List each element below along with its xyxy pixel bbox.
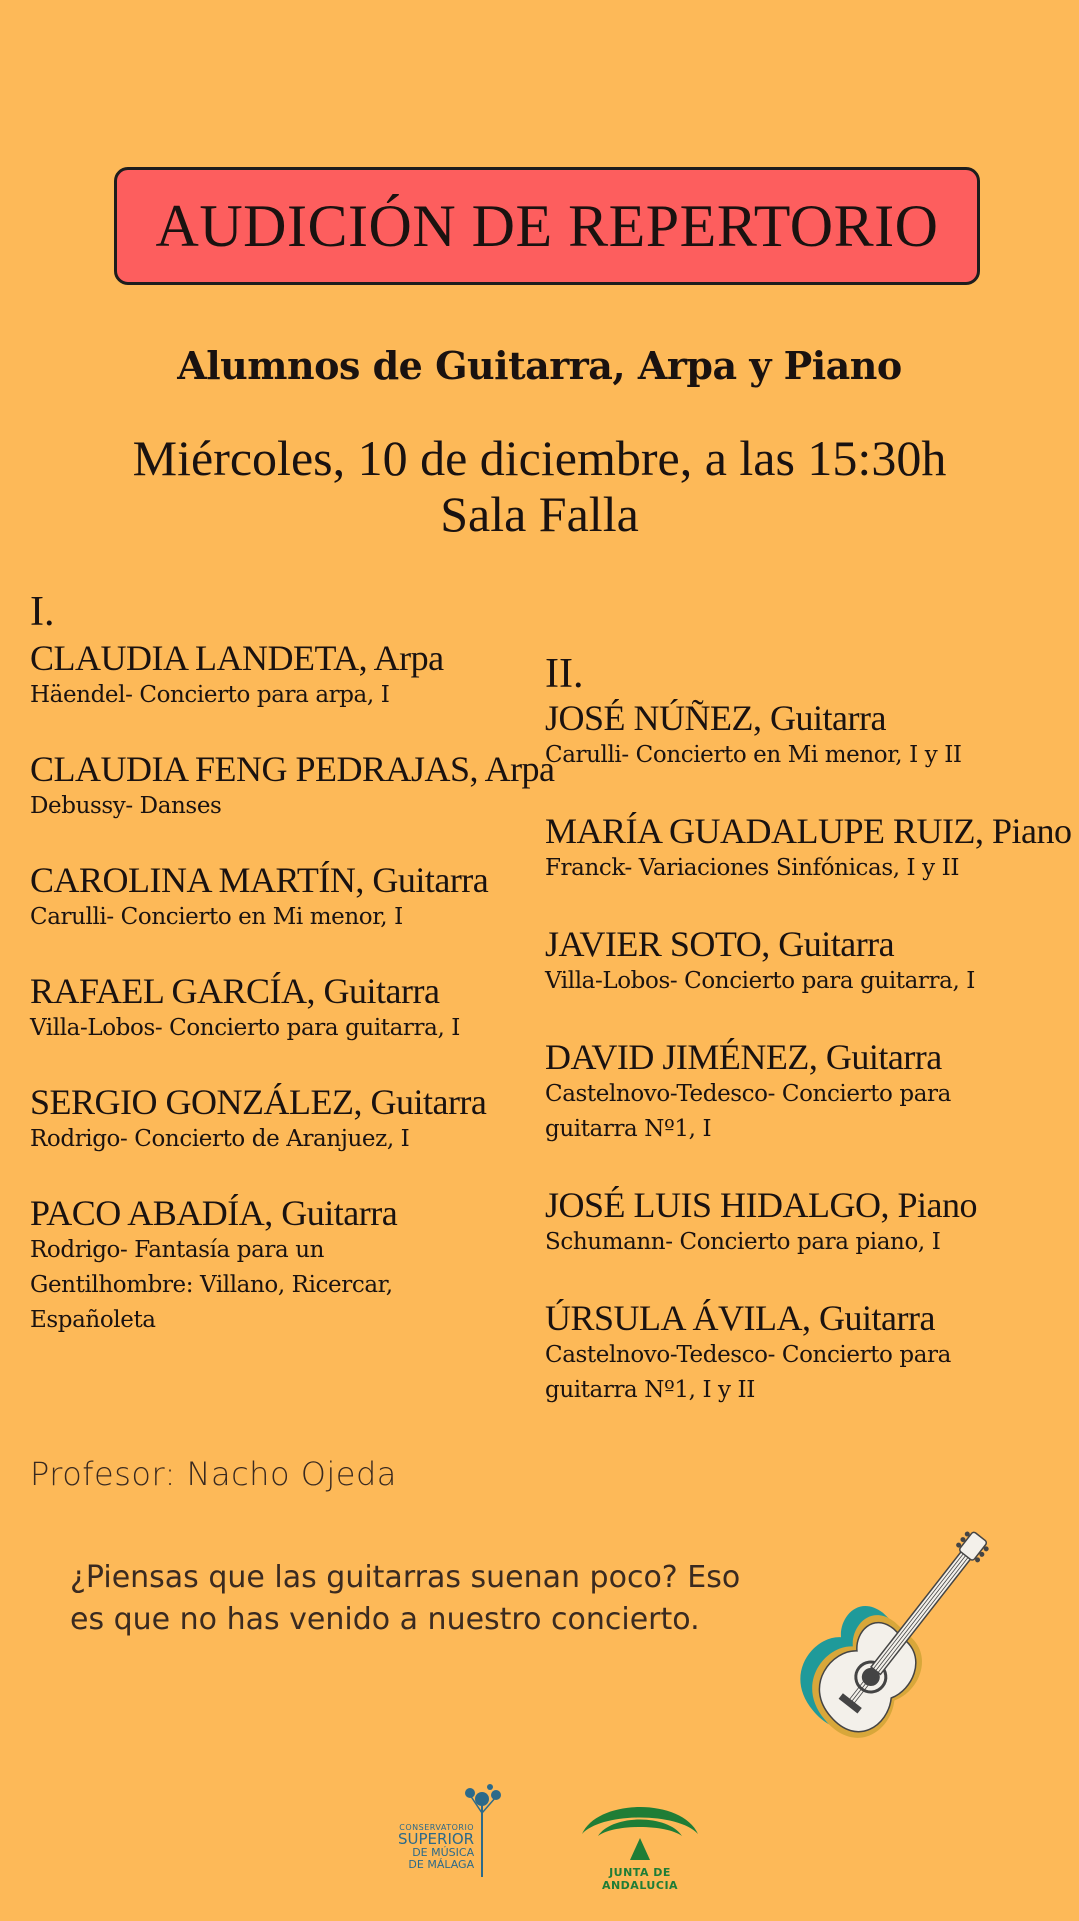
performer: CLAUDIA LANDETA, Arpa: [30, 638, 444, 678]
program-entry: [545, 1185, 1075, 1260]
work: Carulli- Concierto en Mi menor, I: [30, 904, 403, 930]
performer: PACO ABADÍA, Guitarra: [30, 1193, 398, 1233]
work: Castelnovo-Tedesco- Concierto para guitarra Nº1, I: [545, 1081, 951, 1142]
logo-line: SUPERIOR: [398, 1830, 475, 1848]
performer: SERGIO GONZÁLEZ, Guitarra: [30, 1082, 487, 1122]
work: Carulli- Concierto en Mi menor, I y II: [545, 742, 962, 768]
promo-quote: ¿Piensas que las guitarras suenan poco? Eso es que no has venido a nuestro concierto.: [70, 1560, 741, 1637]
performer: CAROLINA MARTÍN, Guitarra: [30, 860, 489, 900]
program-entry: [30, 1082, 535, 1157]
event-info: [0, 430, 1079, 542]
program-entry: [30, 1193, 535, 1338]
guitar-icon: [787, 1508, 997, 1768]
work: Villa-Lobos- Concierto para guitarra, I: [545, 968, 975, 994]
performer: JOSÉ NÚÑEZ, Guitarra: [545, 698, 886, 738]
logo-line: DE MÚSICA: [412, 1846, 475, 1859]
title-box: [114, 167, 980, 285]
performer: JAVIER SOTO, Guitarra: [545, 924, 895, 964]
professor-credit: Profesor: Nacho Ojeda: [30, 1455, 397, 1493]
performer: ÚRSULA ÁVILA, Guitarra: [545, 1298, 935, 1338]
program-entry: [545, 698, 1075, 773]
program-entry: [545, 1298, 1075, 1408]
logo-line: CONSERVATORIO: [399, 1823, 475, 1832]
part-number: II.: [545, 651, 584, 697]
work: Castelnovo-Tedesco- Concierto para guitarra Nº1, I y II: [545, 1342, 951, 1403]
program-entry: [545, 1037, 1075, 1147]
event-venue: Sala Falla: [440, 486, 639, 542]
conservatorio-logo: [392, 1783, 512, 1879]
program-entry: [545, 811, 1075, 886]
junta-text: JUNTA DE ANDALUCIA: [601, 1866, 679, 1892]
page-title: AUDICIÓN DE REPERTORIO: [155, 192, 939, 259]
performer: RAFAEL GARCÍA, Guitarra: [30, 971, 440, 1011]
performer: DAVID JIMÉNEZ, Guitarra: [545, 1037, 942, 1077]
conservatorio-text: [398, 1823, 474, 1871]
program-entry: [30, 971, 535, 1046]
junta-andalucia-logo: [578, 1794, 702, 1892]
program-part-one: [30, 588, 555, 1374]
work: Rodrigo- Fantasía para un Gentilhombre: Villano, Ricercar, Españoleta: [30, 1237, 393, 1333]
work: Häendel- Concierto para arpa, I: [30, 682, 390, 708]
performer: MARÍA GUADALUPE RUIZ, Piano: [545, 811, 1072, 851]
performer: CLAUDIA FENG PEDRAJAS, Arpa: [30, 749, 555, 789]
work: Debussy- Danses: [30, 793, 222, 819]
work: Rodrigo- Concierto de Aranjuez, I: [30, 1126, 410, 1152]
work: Franck- Variaciones Sinfónicas, I y II: [545, 855, 960, 881]
program-entry: [545, 924, 1075, 999]
program-part-two: [545, 650, 1075, 1446]
program-entry: [30, 749, 555, 824]
junta-arch-icon: [578, 1794, 702, 1864]
logo-line: DE MÁLAGA: [408, 1858, 475, 1871]
subtitle: Alumnos de Guitarra, Arpa y Piano: [177, 343, 902, 388]
work: Schumann- Concierto para piano, I: [545, 1229, 941, 1255]
program-entry: [30, 860, 535, 935]
work: Villa-Lobos- Concierto para guitarra, I: [30, 1015, 460, 1041]
performer: JOSÉ LUIS HIDALGO, Piano: [545, 1185, 977, 1225]
part-number: I.: [30, 589, 55, 635]
program-entry: [30, 638, 535, 713]
event-date: Miércoles, 10 de diciembre, a las 15:30h: [132, 430, 947, 486]
